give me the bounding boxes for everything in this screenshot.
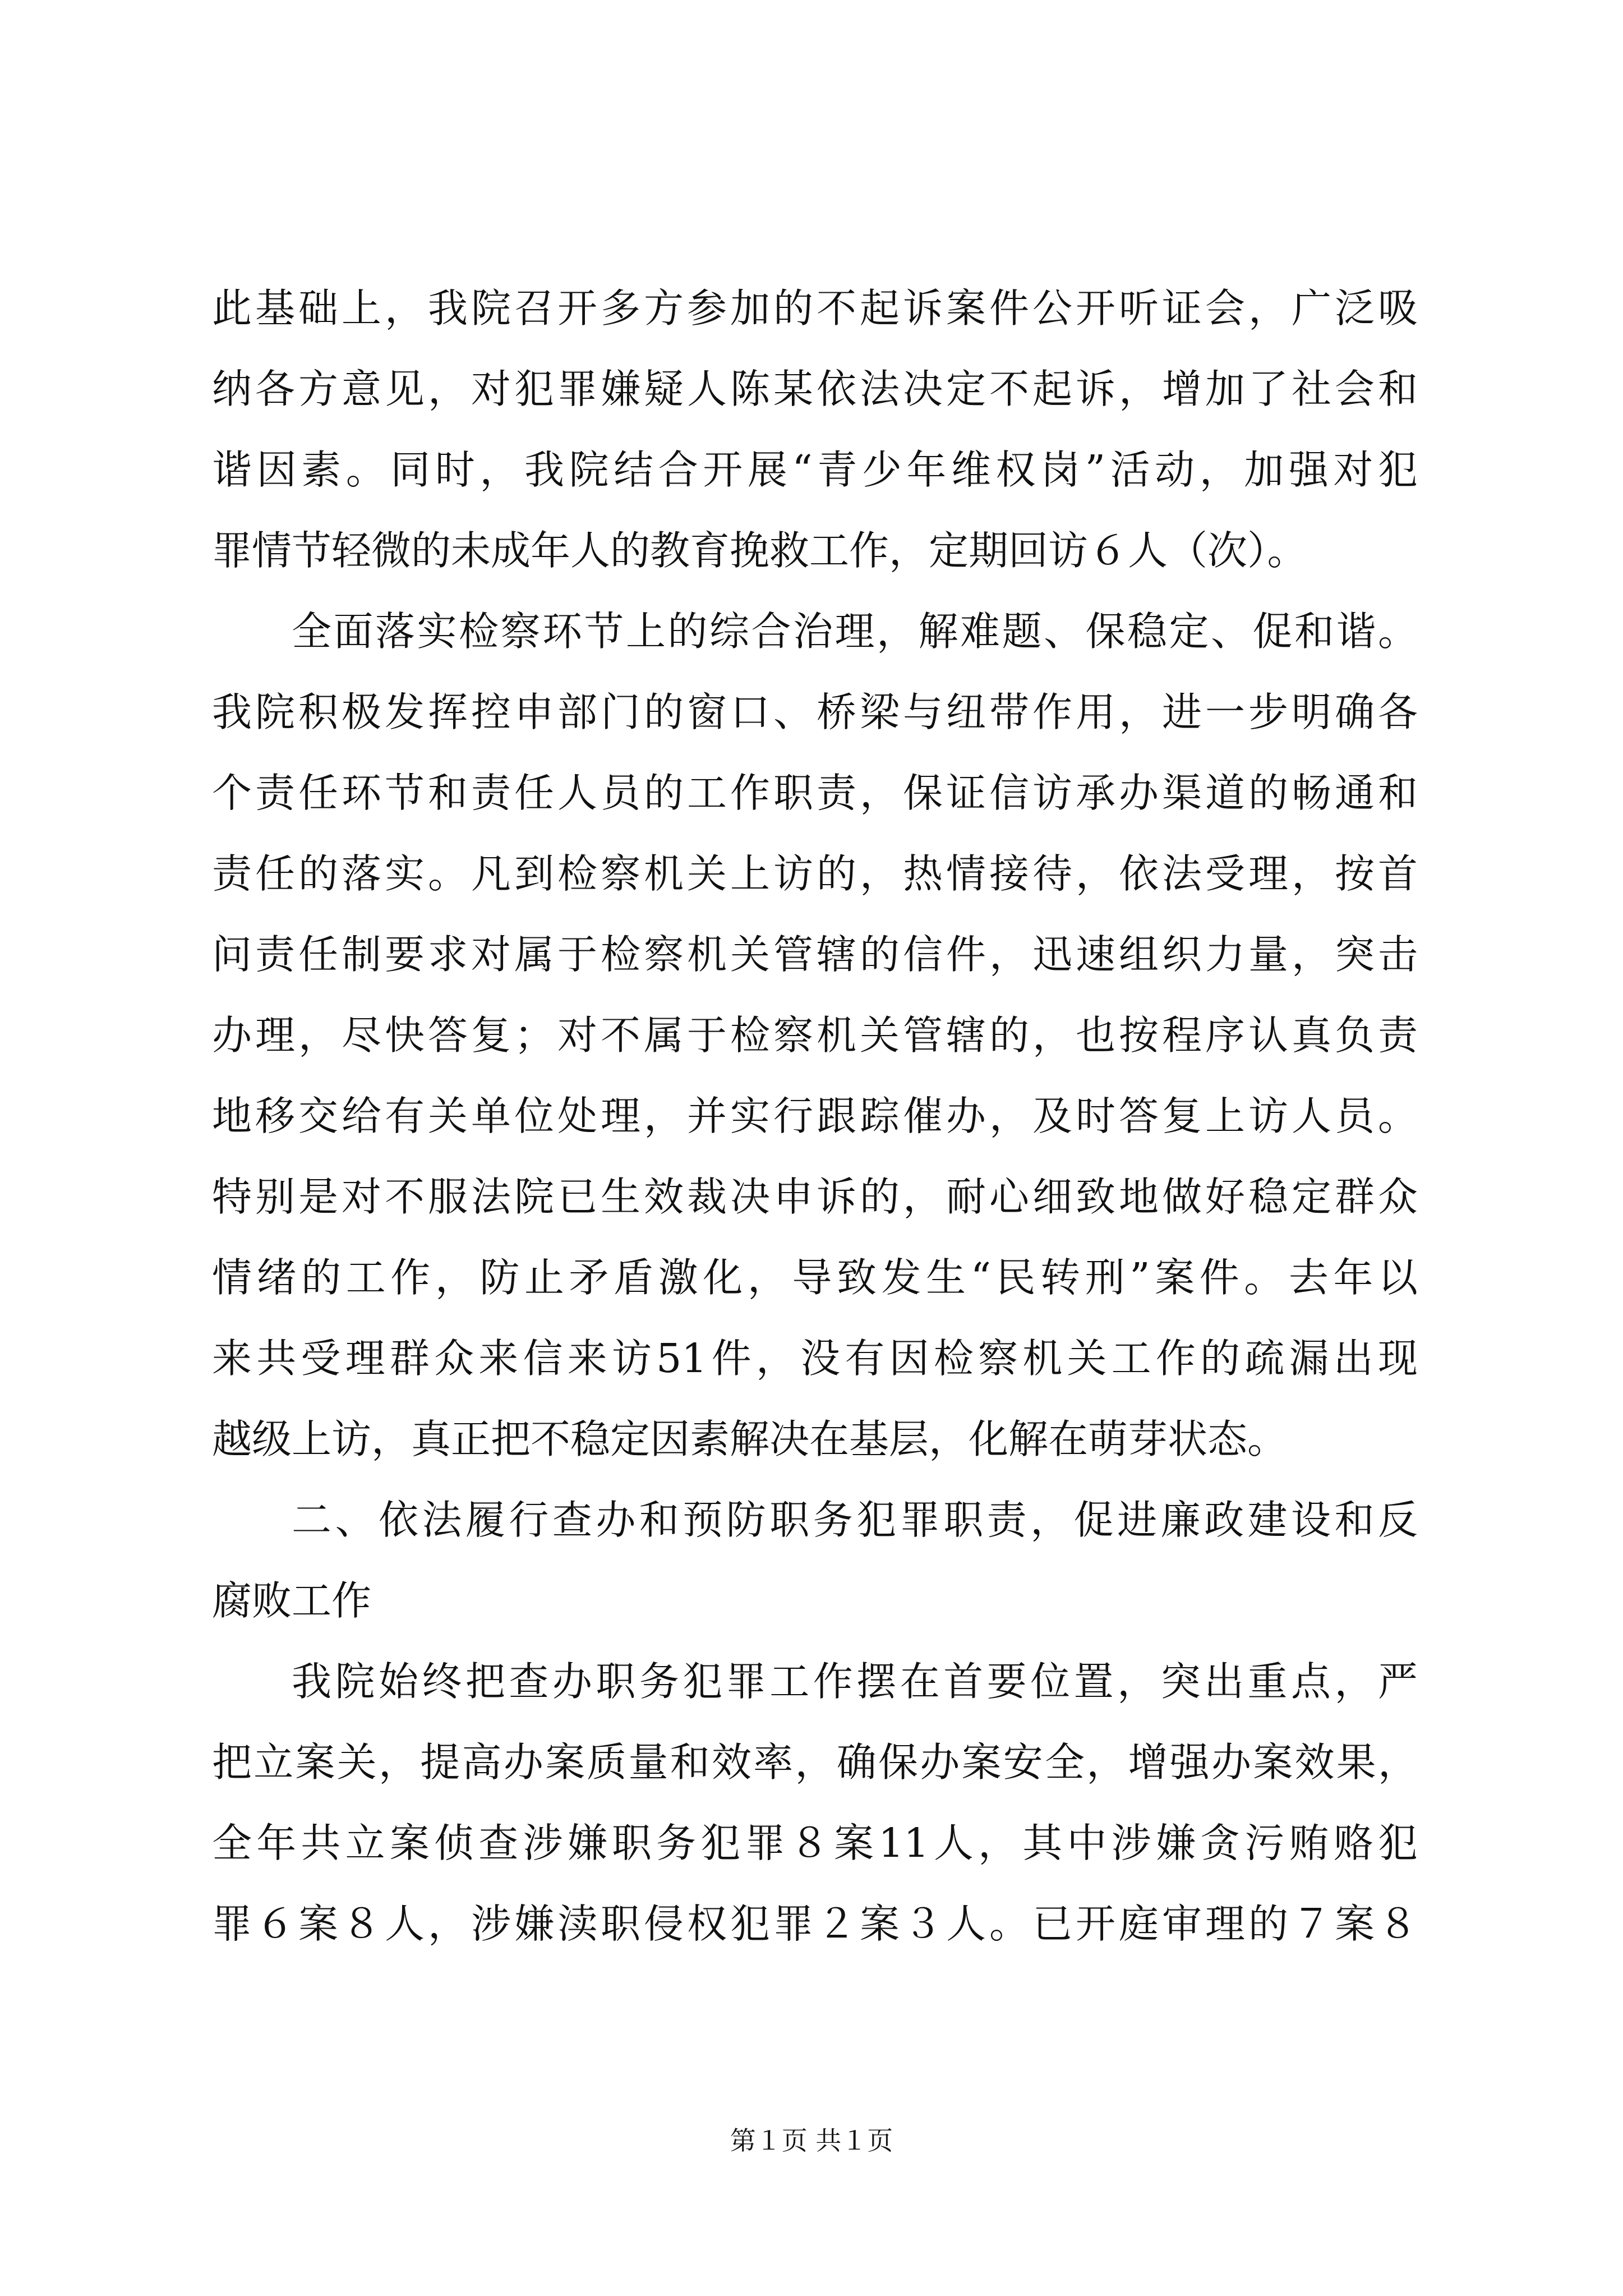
section-heading-line: 腐败工作	[212, 1577, 372, 1624]
text-line: 纳各方意见，对犯罪嫌疑人陈某依法决定不起诉，增加了社会和	[212, 366, 1418, 412]
text-line: 来共受理群众来信来访51件，没有因检察机关工作的疏漏出现	[212, 1335, 1418, 1382]
text-line: 此基础上，我院召开多方参加的不起诉案件公开听证会，广泛吸	[212, 285, 1418, 332]
page-footer	[0, 2120, 1623, 2157]
text-line: 全年共立案侦查涉嫌职务犯罪８案11人，其中涉嫌贪污贿赂犯	[212, 1820, 1418, 1866]
text-line: 谐因素。同时，我院结合开展“青少年维权岗”活动，加强对犯	[212, 447, 1418, 493]
paragraph-first-line: 我院始终把查办职务犯罪工作摆在首要位置，突出重点，严	[292, 1658, 1418, 1705]
text-line: 办理，尽快答复；对不属于检察机关管辖的，也按程序认真负责	[212, 1012, 1418, 1059]
text-line: 地移交给有关单位处理，并实行跟踪催办，及时答复上访人员。	[212, 1093, 1418, 1139]
text-line: 越级上访，真正把不稳定因素解决在基层，化解在萌芽状态。	[212, 1416, 1288, 1462]
paragraph-first-line: 全面落实检察环节上的综合治理，解难题、保稳定、促和谐。	[292, 608, 1418, 655]
text-line: 个责任环节和责任人员的工作职责，保证信访承办渠道的畅通和	[212, 770, 1418, 816]
text-line: 把立案关，提高办案质量和效率，确保办案安全，增强办案效果，	[212, 1739, 1418, 1786]
document-body	[212, 268, 1418, 1964]
text-line: 特别是对不服法院已生效裁决申诉的，耐心细致地做好稳定群众	[212, 1174, 1418, 1220]
text-line: 罪情节轻微的未成年人的教育挽救工作，定期回访６人（次）。	[212, 527, 1307, 574]
text-line: 责任的落实。凡到检察机关上访的，热情接待，依法受理，按首	[212, 850, 1418, 897]
text-line: 我院积极发挥控申部门的窗口、桥梁与纽带作用，进一步明确各	[212, 689, 1418, 735]
section-heading-line: 二、依法履行查办和预防职务犯罪职责，促进廉政建设和反	[292, 1497, 1418, 1543]
page-number-label: 第１页 共１页	[730, 2125, 893, 2156]
text-line: 问责任制要求对属于检察机关管辖的信件，迅速组织力量，突击	[212, 931, 1418, 978]
text-line: 罪６案８人，涉嫌渎职侵权犯罪２案３人。已开庭审理的７案８	[212, 1901, 1418, 1947]
text-line: 情绪的工作，防止矛盾激化，导致发生“民转刑”案件。去年以	[212, 1254, 1418, 1301]
